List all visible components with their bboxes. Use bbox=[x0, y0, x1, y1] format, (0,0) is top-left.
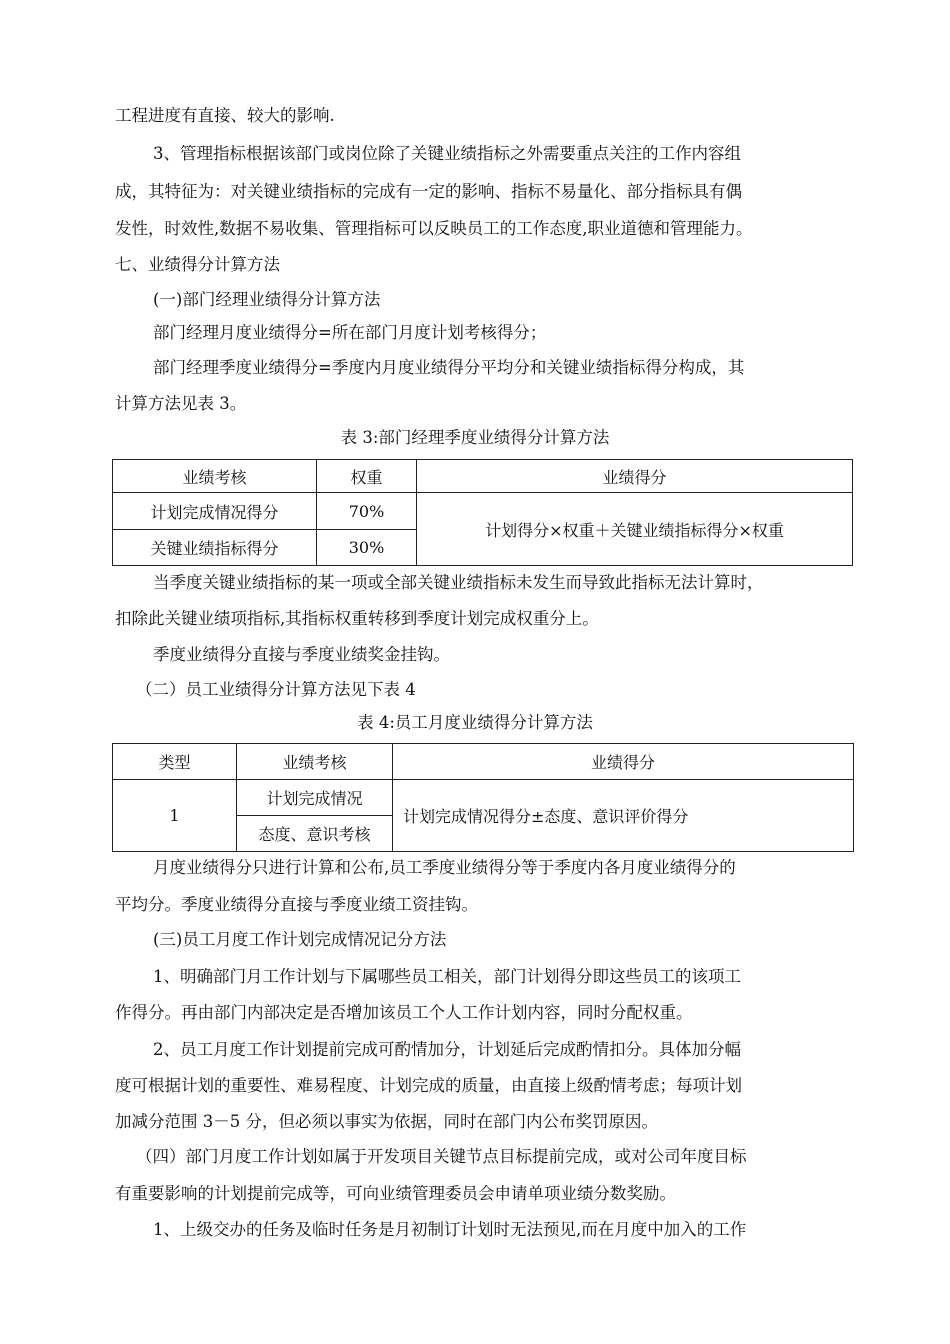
paragraph-line: 扣除此关键业绩项指标,其指标权重转移到季度计划完成权重分上。 bbox=[115, 609, 599, 628]
table3 bbox=[112, 459, 853, 566]
table4-header: 类型 bbox=[113, 744, 237, 780]
paragraph-line: 1、明确部门月工作计划与下属哪些员工相关，部门计划得分即这些员工的该项工 bbox=[153, 967, 741, 986]
paragraph-line: 平均分。季度业绩得分直接与季度业绩工资挂钩。 bbox=[115, 895, 478, 914]
table3-cell: 30% bbox=[317, 530, 417, 566]
paragraph-line: 加减分范围 3－5 分，但必须以事实为依据，同时在部门内公布奖罚原因。 bbox=[115, 1112, 658, 1131]
table3-caption: 表 3:部门经理季度业绩得分计算方法 bbox=[340, 428, 610, 447]
section-heading: 七、业绩得分计算方法 bbox=[115, 255, 280, 274]
paragraph-line: 度可根据计划的重要性、难易程度、计划完成的质量，由直接上级酌情考虑；每项计划 bbox=[115, 1076, 742, 1095]
paragraph-line: 部门经理月度业绩得分=所在部门月度计划考核得分； bbox=[153, 323, 547, 342]
subsection-heading: （二）员工业绩得分计算方法见下表 4 bbox=[136, 680, 416, 699]
paragraph-line: 当季度关键业绩指标的某一项或全部关键业绩指标未发生而导致此指标无法计算时， bbox=[153, 573, 764, 592]
paragraph-line: 计算方法见表 3。 bbox=[115, 394, 247, 413]
subsection-heading: (一)部门经理业绩得分计算方法 bbox=[153, 290, 381, 309]
table4-cell: 态度、意识考核 bbox=[237, 816, 393, 852]
paragraph-line: 成，其特征为：对关键业绩指标的完成有一定的影响、指标不易量化、部分指标具有偶 bbox=[115, 182, 742, 201]
paragraph-line: 季度业绩得分直接与季度业绩奖金挂钩。 bbox=[153, 645, 450, 664]
paragraph-line: 发性，时效性,数据不易收集、管理指标可以反映员工的工作态度,职业道德和管理能力。 bbox=[115, 219, 753, 238]
table4-header: 业绩得分 bbox=[393, 744, 854, 780]
table3-header: 业绩得分 bbox=[417, 460, 853, 493]
table4-formula: 计划完成情况得分±态度、意识评价得分 bbox=[393, 780, 854, 852]
paragraph-line: 工程进度有直接、较大的影响. bbox=[115, 106, 335, 125]
table4-caption: 表 4:员工月度业绩得分计算方法 bbox=[357, 713, 593, 732]
table3-cell: 计划完成情况得分 bbox=[113, 493, 317, 530]
table3-cell: 70% bbox=[317, 493, 417, 530]
paragraph-line: 作得分。再由部门内部决定是否增加该员工个人工作计划内容，同时分配权重。 bbox=[115, 1003, 693, 1022]
paragraph-line: 2、员工月度工作计划提前完成可酌情加分，计划延后完成酌情扣分。具体加分幅 bbox=[153, 1040, 741, 1059]
table3-header: 权重 bbox=[317, 460, 417, 493]
paragraph-line: 3、管理指标根据该部门或岗位除了关键业绩指标之外需要重点关注的工作内容组 bbox=[153, 144, 741, 163]
paragraph-line: 有重要影响的计划提前完成等，可向业绩管理委员会申请单项业绩分数奖励。 bbox=[115, 1184, 676, 1203]
table3-cell: 关键业绩指标得分 bbox=[113, 530, 317, 566]
table4-cell: 计划完成情况 bbox=[237, 780, 393, 816]
table3-header: 业绩考核 bbox=[113, 460, 317, 493]
paragraph-line: 部门经理季度业绩得分=季度内月度业绩得分平均分和关键业绩指标得分构成，其 bbox=[153, 358, 745, 377]
table3-formula: 计划得分×权重＋关键业绩指标得分×权重 bbox=[417, 493, 853, 566]
subsection-heading: (三)员工月度工作计划完成情况记分方法 bbox=[153, 930, 447, 949]
table4-header: 业绩考核 bbox=[237, 744, 393, 780]
table4-type: 1 bbox=[113, 780, 237, 852]
paragraph-line: 月度业绩得分只进行计算和公布,员工季度业绩得分等于季度内各月度业绩得分的 bbox=[153, 858, 736, 877]
paragraph-line: 1、上级交办的任务及临时任务是月初制订计划时无法预见,而在月度中加入的工作 bbox=[153, 1220, 747, 1239]
table4 bbox=[112, 743, 854, 852]
subsection-heading: （四）部门月度工作计划如属于开发项目关键节点目标提前完成，或对公司年度目标 bbox=[136, 1147, 747, 1166]
